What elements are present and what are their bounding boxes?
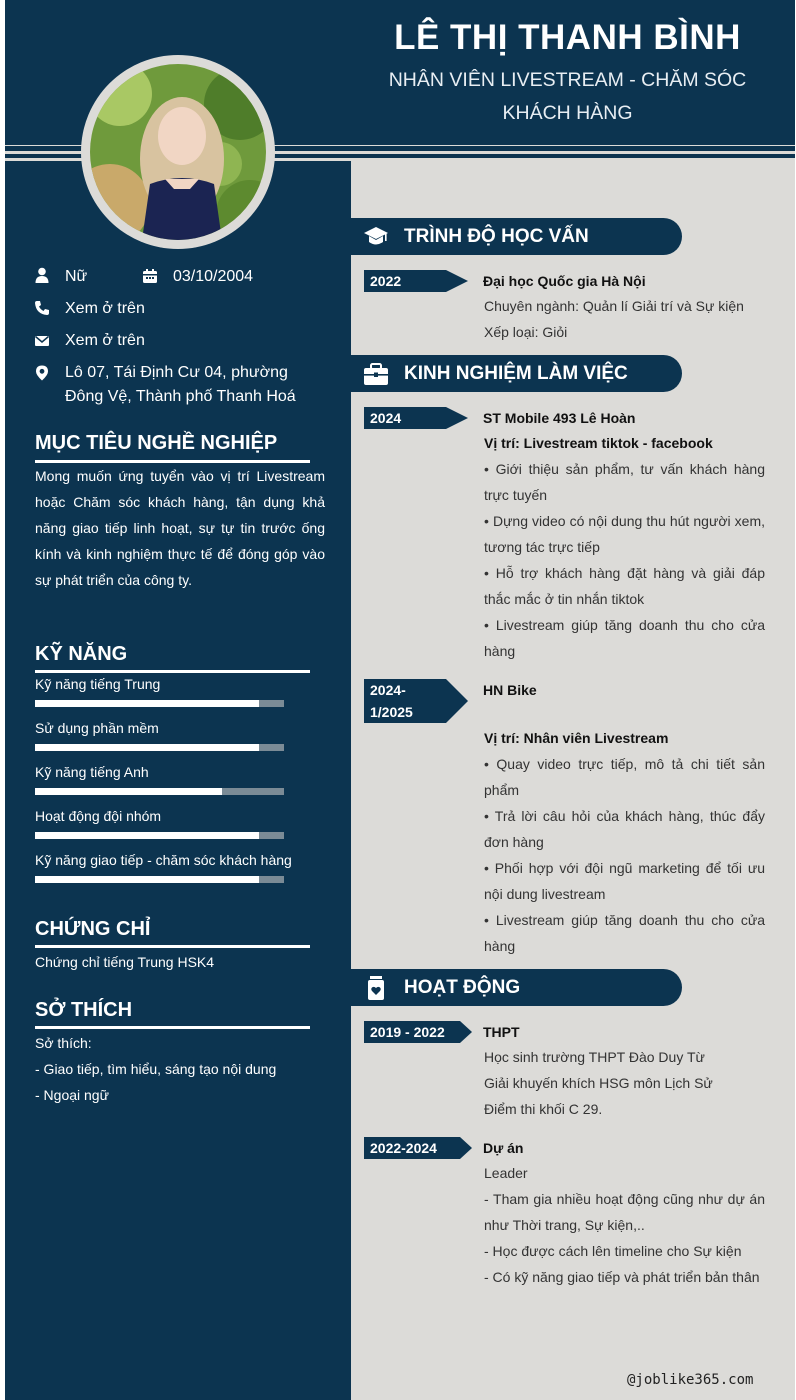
year-line: 2024- [370,682,406,698]
skill-bar [35,788,284,795]
skill-bar-fill [35,832,259,839]
school-name: Đại học Quốc gia Hà Nội [483,273,646,289]
activity-jar-icon [363,975,389,1001]
tag-arrow [460,1021,472,1043]
tag-arrow [460,1137,472,1159]
year-label: 2019 - 2022 [364,1021,460,1043]
skill-bar [35,832,284,839]
skill-bar [35,876,284,883]
objective-title: MỤC TIÊU NGHỀ NGHIỆP [35,432,278,454]
bullet-item: • Livestream giúp tăng doanh thu cho cửa hàng [484,912,765,954]
skill-bar-fill [35,876,259,883]
activity-line: Điểm thi khối C 29. [484,1101,603,1117]
company-name: ST Mobile 493 Lê Hoàn [483,410,636,426]
skill-label: Sử dụng phần mềm [35,720,159,736]
year-label: 2022-2024 [364,1137,460,1159]
address-value: Lô 07, Tái Định Cư 04, phường Đông Vệ, Thành phố Thanh Hoá [65,364,296,405]
tag-arrow [446,407,468,429]
certificate-item: Chứng chỉ tiếng Trung HSK4 [35,954,215,970]
skills-title: KỸ NĂNG [35,643,128,665]
bullet-item: • Phối hợp với đội ngũ marketing để tối ưu nội dung livestream [484,860,765,902]
skill-bar [35,700,284,707]
bullet-item: • Livestream giúp tăng doanh thu cho cửa hàng [484,617,765,659]
section-divider [35,670,310,673]
skill-label: Kỹ năng tiếng Trung [35,676,161,692]
experience-header [351,355,682,392]
hobby-item: - Giao tiếp, tìm hiểu, sáng tạo nội dung [35,1061,277,1077]
skill-bar-fill [35,700,259,707]
experience-title: KINH NGHIỆM LÀM VIỆC [404,363,628,384]
skill-bar [35,744,284,751]
person-icon [34,267,50,283]
activity-line: Học sinh trường THPT Đào Duy Từ [484,1049,705,1065]
company-name: HN Bike [483,682,537,698]
year-line: 1/2025 [370,704,413,720]
education-header [351,218,682,255]
activity-line: - Học được cách lên timeline cho Sự kiện [484,1243,742,1259]
bullet-item: • Dựng video có nội dung thu hút người xem, tương tác trực tiếp [484,513,765,555]
section-divider [35,945,310,948]
sidebar [5,161,351,1400]
hobbies-title: SỞ THÍCH [35,999,133,1021]
calendar-icon [142,268,158,284]
email-icon [34,333,50,349]
avatar-frame [81,55,275,249]
position: Vị trí: Nhân viên Livestream [484,730,669,746]
activities-header [351,969,682,1006]
gender-value: Nữ [65,268,88,285]
bullet-item: • Trả lời câu hỏi của khách hàng, thúc đẩy đơn hàng [484,808,765,850]
phone-icon [34,300,50,316]
hobbies-intro: Sở thích: [35,1035,92,1051]
position: Vị trí: Livestream tiktok - facebook [484,435,713,451]
certificates-title: CHỨNG CHỈ [35,918,151,940]
activity-line: - Có kỹ năng giao tiếp và phát triển bản thân [484,1269,760,1285]
tag-arrow [446,270,468,292]
year-label [364,679,446,723]
birthdate-value: 03/10/2004 [173,268,254,285]
phone-value: Xem ở trên [65,300,145,317]
email-value: Xem ở trên [65,332,145,349]
education-major: Chuyên ngành: Quản lí Giải trí và Sự kiện [484,298,744,314]
education-grade: Xếp loại: Giỏi [484,324,568,340]
tag-arrow [446,679,468,723]
skill-bar-fill [35,788,222,795]
graduation-cap-icon [363,224,389,250]
section-divider [35,1026,310,1029]
activity-org: THPT [483,1024,520,1040]
activity-line: Leader [484,1165,528,1181]
skill-bar-fill [35,744,259,751]
skill-label: Kỹ năng giao tiếp - chăm sóc khách hàng [35,852,292,868]
activities-title: HOẠT ĐỘNG [404,977,521,998]
location-pin-icon [34,365,50,381]
briefcase-icon [363,361,389,387]
cv-page [5,0,795,1400]
year-label: 2022 [364,270,446,292]
bullet-item: • Giới thiệu sản phẩm, tư vấn khách hàng trực tuyến [484,461,765,503]
hobby-item: - Ngoại ngữ [35,1087,109,1103]
skill-label: Hoạt động đội nhóm [35,808,162,824]
avatar [90,64,266,240]
activity-line: Giải khuyến khích HSG môn Lịch Sử [484,1075,713,1091]
candidate-name: LÊ THỊ THANH BÌNH [394,18,741,57]
job-title: NHÂN VIÊN LIVESTREAM - CHĂM SÓC KHÁCH HÀNG [388,69,747,124]
bullet-item: • Quay video trực tiếp, mô tả chi tiết sản phẩm [484,756,765,798]
activity-line: - Tham gia nhiều hoạt động cũng như dự án như Thời trang, Sự kiện,.. [484,1191,765,1233]
bullet-item: • Hỗ trợ khách hàng đặt hàng và giải đáp thắc mắc ở tin nhắn tiktok [484,565,765,607]
objective-text: Mong muốn ứng tuyển vào vị trí Livestream hoặc Chăm sóc khách hàng, tận dụng khả năng giao tiếp linh hoạt, sự tự tin trước ống kính và kinh nghiệm thực tế để đóng góp vào sự phát triển của công ty. [35,468,325,588]
skill-label: Kỹ năng tiếng Anh [35,764,149,780]
education-title: TRÌNH ĐỘ HỌC VẤN [404,226,589,247]
activity-org: Dự án [483,1140,524,1156]
watermark: @joblike365.com [627,1372,754,1388]
year-label: 2024 [364,407,446,429]
